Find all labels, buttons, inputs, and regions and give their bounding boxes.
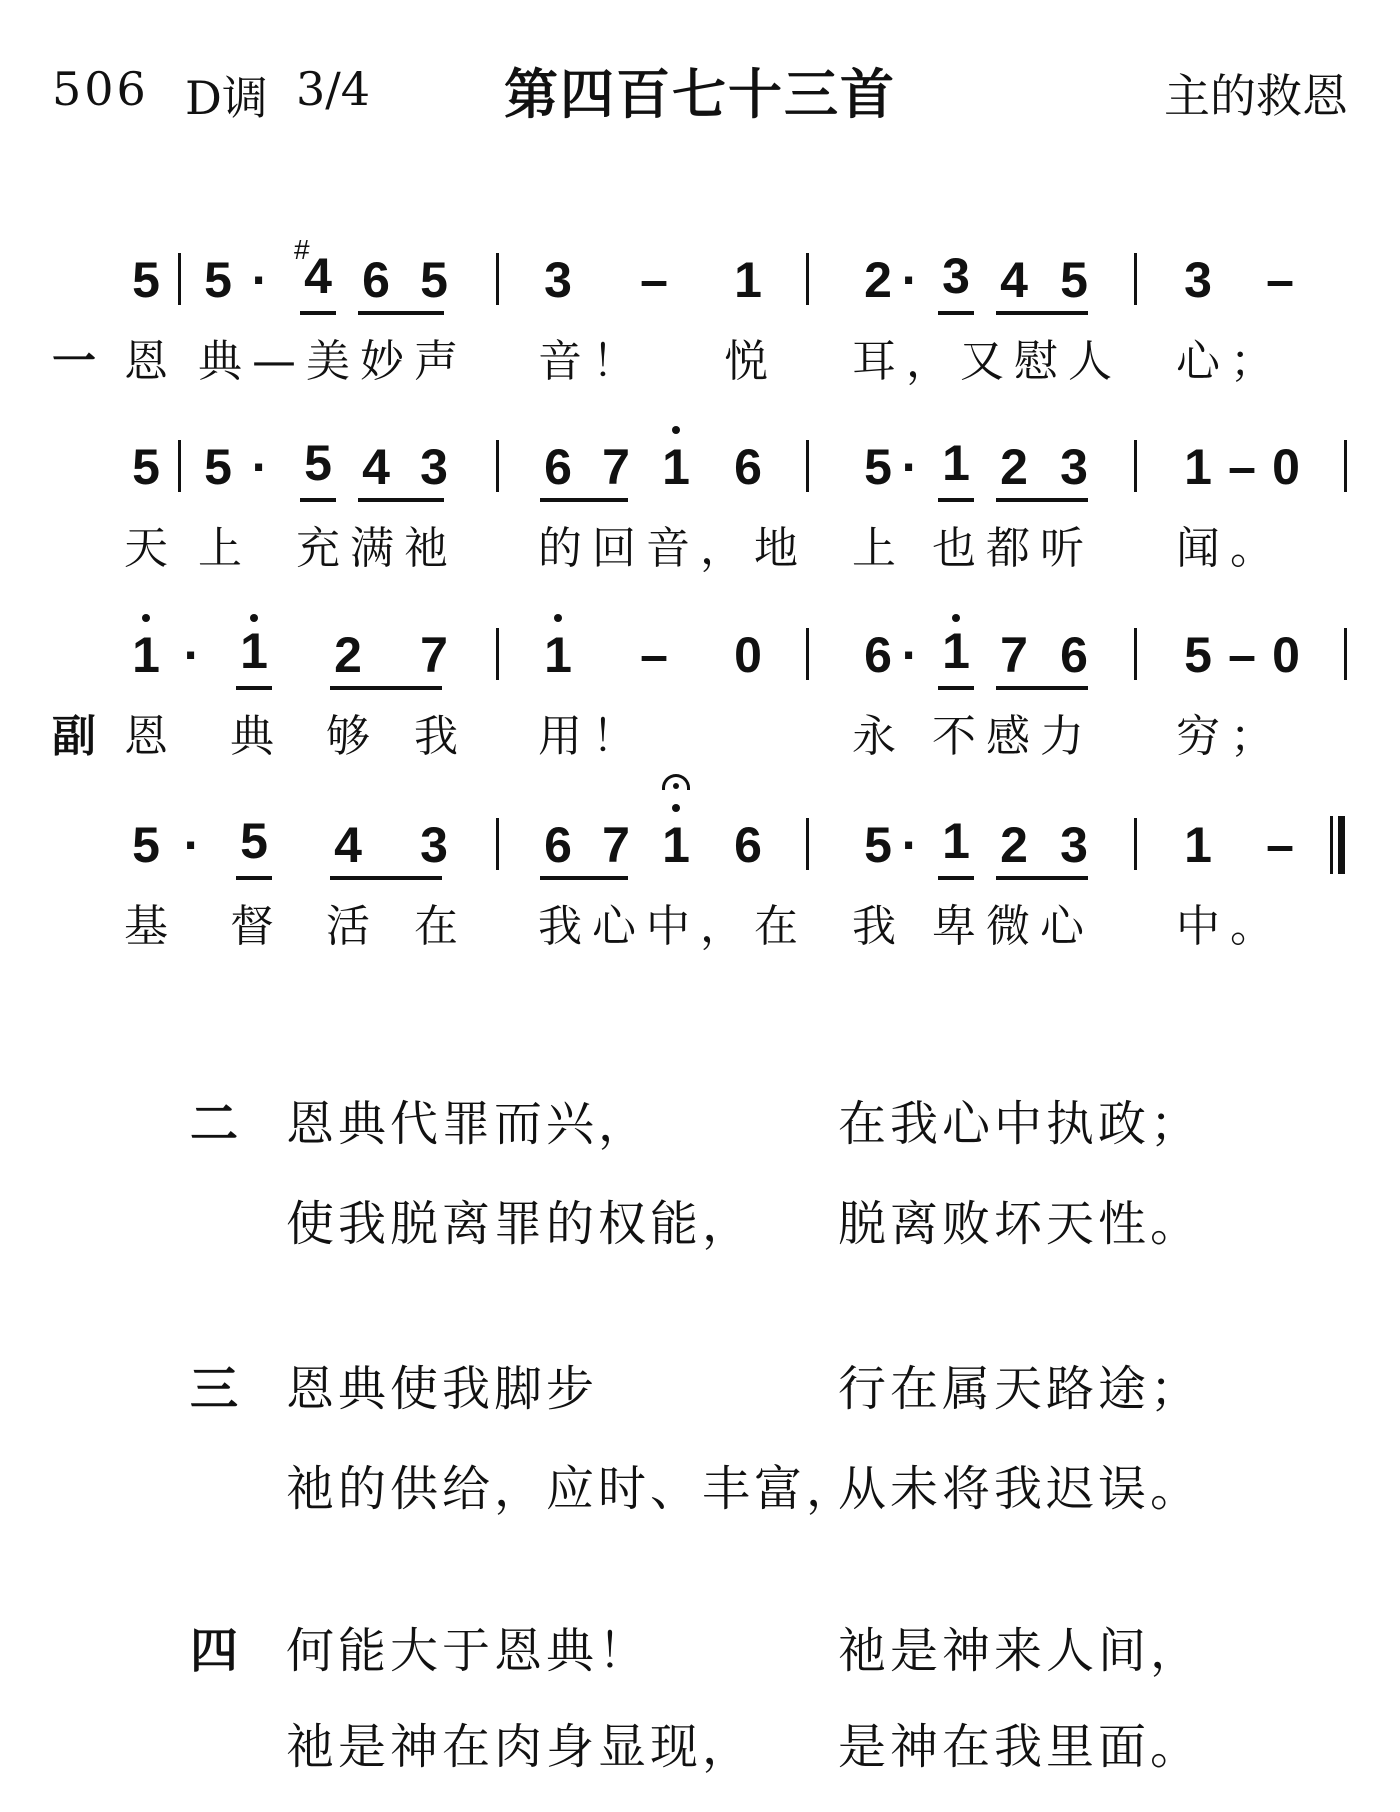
- dot: ·: [251, 439, 269, 495]
- note: 5: [204, 439, 232, 495]
- note: 6: [734, 439, 762, 495]
- high-octave-dot: [672, 426, 680, 434]
- note: 7: [420, 627, 448, 683]
- lyric: 闻。: [1176, 523, 1284, 574]
- bar-line: [806, 253, 809, 305]
- note: 1: [938, 432, 974, 502]
- note: 5: [300, 432, 336, 502]
- lyric: 中。: [1176, 901, 1284, 952]
- dash: –: [640, 627, 668, 683]
- note: 5: [1184, 627, 1212, 683]
- verse-text: 行在属天路途；: [838, 1361, 1203, 1417]
- lyric: 上: [198, 523, 252, 574]
- note: 5: [864, 817, 892, 873]
- dash: –: [1266, 817, 1294, 873]
- time-signature: 3/4: [296, 62, 371, 116]
- lyric: 基: [124, 901, 178, 952]
- lyric: 耳，又慰人: [852, 336, 1122, 387]
- dash: –: [1266, 252, 1294, 308]
- verse-text: 恩典代罪而兴，: [286, 1096, 651, 1152]
- note: 0: [1272, 627, 1300, 683]
- note: # 4: [300, 245, 336, 315]
- dot: ·: [901, 252, 919, 308]
- note: 0: [734, 627, 762, 683]
- lyric-line-3: [0, 700, 1400, 760]
- sharp-sign: #: [294, 234, 310, 265]
- key-signature: D调: [185, 71, 268, 125]
- verse-text: 在我心中执政；: [838, 1096, 1203, 1152]
- lyric: 我: [852, 901, 906, 952]
- note-high: 1: [128, 620, 164, 690]
- lyric: 恩: [124, 711, 178, 762]
- lyric-line-2: [0, 512, 1400, 572]
- lyric: 的回音，地: [538, 523, 808, 574]
- lyric: 典: [230, 711, 284, 762]
- note-high: 1: [938, 620, 974, 690]
- lyric-line-1: [0, 325, 1400, 385]
- note: 5: [132, 252, 160, 308]
- verse-4: [0, 1612, 1400, 1812]
- note: 6: [1060, 627, 1088, 683]
- lyric: 督: [230, 901, 284, 952]
- hymn-number: 506: [52, 62, 149, 116]
- lyric: 心；: [1176, 336, 1284, 387]
- high-octave-dot: [672, 804, 680, 812]
- note: 3: [938, 245, 974, 315]
- note: 2: [1000, 439, 1028, 495]
- note: 2: [864, 252, 892, 308]
- fermata-icon: [662, 774, 690, 790]
- lyric: 典—美妙声: [198, 336, 468, 387]
- lyric: 我心中，在: [538, 901, 808, 952]
- dash: –: [1228, 627, 1256, 683]
- high-octave-dot: [250, 614, 258, 622]
- note: 4: [1000, 252, 1028, 308]
- note: 6: [544, 439, 572, 495]
- lyric: 上: [852, 523, 906, 574]
- note: 6: [544, 817, 572, 873]
- note: 7: [1000, 627, 1028, 683]
- bar-line: [1134, 253, 1137, 305]
- lyric: 天: [124, 523, 178, 574]
- hymn-title: 第四百七十三首: [504, 63, 896, 126]
- bar-line: [496, 628, 499, 680]
- lyric: 不感力: [932, 711, 1094, 762]
- note: 5: [132, 817, 160, 873]
- note: 5: [236, 810, 272, 880]
- note: 5: [864, 439, 892, 495]
- verse-text: 恩典使我脚步: [286, 1361, 599, 1417]
- verse-number: 二: [190, 1096, 239, 1152]
- verse-text: 祂的供给，应时、丰富，: [286, 1461, 859, 1517]
- note: 3: [1060, 817, 1088, 873]
- note: 5: [1060, 252, 1088, 308]
- bar-line: [496, 818, 499, 870]
- lyric: 用！: [538, 711, 646, 762]
- verse-2: [0, 1085, 1400, 1285]
- dot: ·: [901, 439, 919, 495]
- verse-number: 一: [52, 336, 96, 387]
- score-line-4: [0, 810, 1400, 880]
- note: 5: [204, 252, 232, 308]
- note-high: 1: [658, 432, 694, 502]
- note: 5: [420, 252, 448, 308]
- note: 3: [420, 439, 448, 495]
- note: 1: [1184, 817, 1212, 873]
- verse-number: 三: [190, 1361, 239, 1417]
- lyric: 音！: [538, 336, 646, 387]
- bar-line: [1344, 440, 1347, 492]
- lyric: 活: [326, 901, 380, 952]
- hymn-subtitle: 主的救恩: [1164, 69, 1348, 123]
- dot: ·: [183, 817, 201, 873]
- note: 3: [544, 252, 572, 308]
- note: 4: [334, 817, 362, 873]
- score-line-1: [0, 234, 1400, 315]
- note: 2: [334, 627, 362, 683]
- bar-line: [1134, 818, 1137, 870]
- score-line-2: [0, 432, 1400, 502]
- verse-text: 使我脱离罪的权能，: [286, 1196, 755, 1252]
- verse-number: 四: [190, 1623, 239, 1679]
- note: 6: [734, 817, 762, 873]
- note: 1: [734, 252, 762, 308]
- lyric: 悦: [724, 336, 778, 387]
- dot: ·: [901, 627, 919, 683]
- note: 1: [938, 810, 974, 880]
- note-high: 1: [540, 620, 576, 690]
- note: 3: [1184, 252, 1212, 308]
- lyric: 够: [326, 711, 380, 762]
- note: 4: [362, 439, 390, 495]
- note: 0: [1272, 439, 1300, 495]
- bar-line: [496, 440, 499, 492]
- verse-text: 脱离败坏天性。: [838, 1196, 1203, 1252]
- bar-line: [1134, 628, 1137, 680]
- bar-line: [178, 440, 181, 492]
- bar-line: [806, 818, 809, 870]
- bar-line: [178, 253, 181, 305]
- verse-3: [0, 1350, 1400, 1550]
- high-octave-dot: [142, 614, 150, 622]
- note: 1: [1184, 439, 1212, 495]
- lyric: 恩: [124, 336, 178, 387]
- note: 7: [602, 439, 630, 495]
- lyric: 卑微心: [932, 901, 1094, 952]
- note: 3: [420, 817, 448, 873]
- note: 5: [132, 439, 160, 495]
- bar-line: [496, 253, 499, 305]
- note: 2: [1000, 817, 1028, 873]
- verse-text: 何能大于恩典！: [286, 1623, 651, 1679]
- verse-text: 祂是神来人间，: [838, 1623, 1203, 1679]
- lyric: 我: [414, 711, 468, 762]
- note: 7: [602, 817, 630, 873]
- note: 3: [1060, 439, 1088, 495]
- lyric: 穷；: [1176, 711, 1284, 762]
- dot: ·: [251, 252, 269, 308]
- note: 6: [864, 627, 892, 683]
- verse-text: 祂是神在肉身显现，: [286, 1719, 755, 1775]
- verse-text: 从未将我迟误。: [838, 1461, 1203, 1517]
- bar-line: [806, 628, 809, 680]
- dash: –: [640, 252, 668, 308]
- lyric: 也都听: [932, 523, 1094, 574]
- lyric-line-4: [0, 890, 1400, 950]
- bar-line: [1134, 440, 1137, 492]
- bar-line: [1344, 628, 1347, 680]
- note: 6: [362, 252, 390, 308]
- final-double-bar: [1330, 816, 1344, 874]
- verse-text: 是神在我里面。: [838, 1719, 1203, 1775]
- dash: –: [1228, 439, 1256, 495]
- lyric: 充满祂: [296, 523, 458, 574]
- score-line-3: [0, 620, 1400, 690]
- dot: ·: [901, 817, 919, 873]
- high-octave-dot: [952, 614, 960, 622]
- lyric: 在: [414, 901, 468, 952]
- note-high: 1: [658, 810, 694, 880]
- dot: ·: [183, 627, 201, 683]
- bar-line: [806, 440, 809, 492]
- lyric: 永: [852, 711, 906, 762]
- high-octave-dot: [554, 614, 562, 622]
- refrain-mark: 副: [52, 711, 96, 762]
- note-high: 1: [236, 620, 272, 690]
